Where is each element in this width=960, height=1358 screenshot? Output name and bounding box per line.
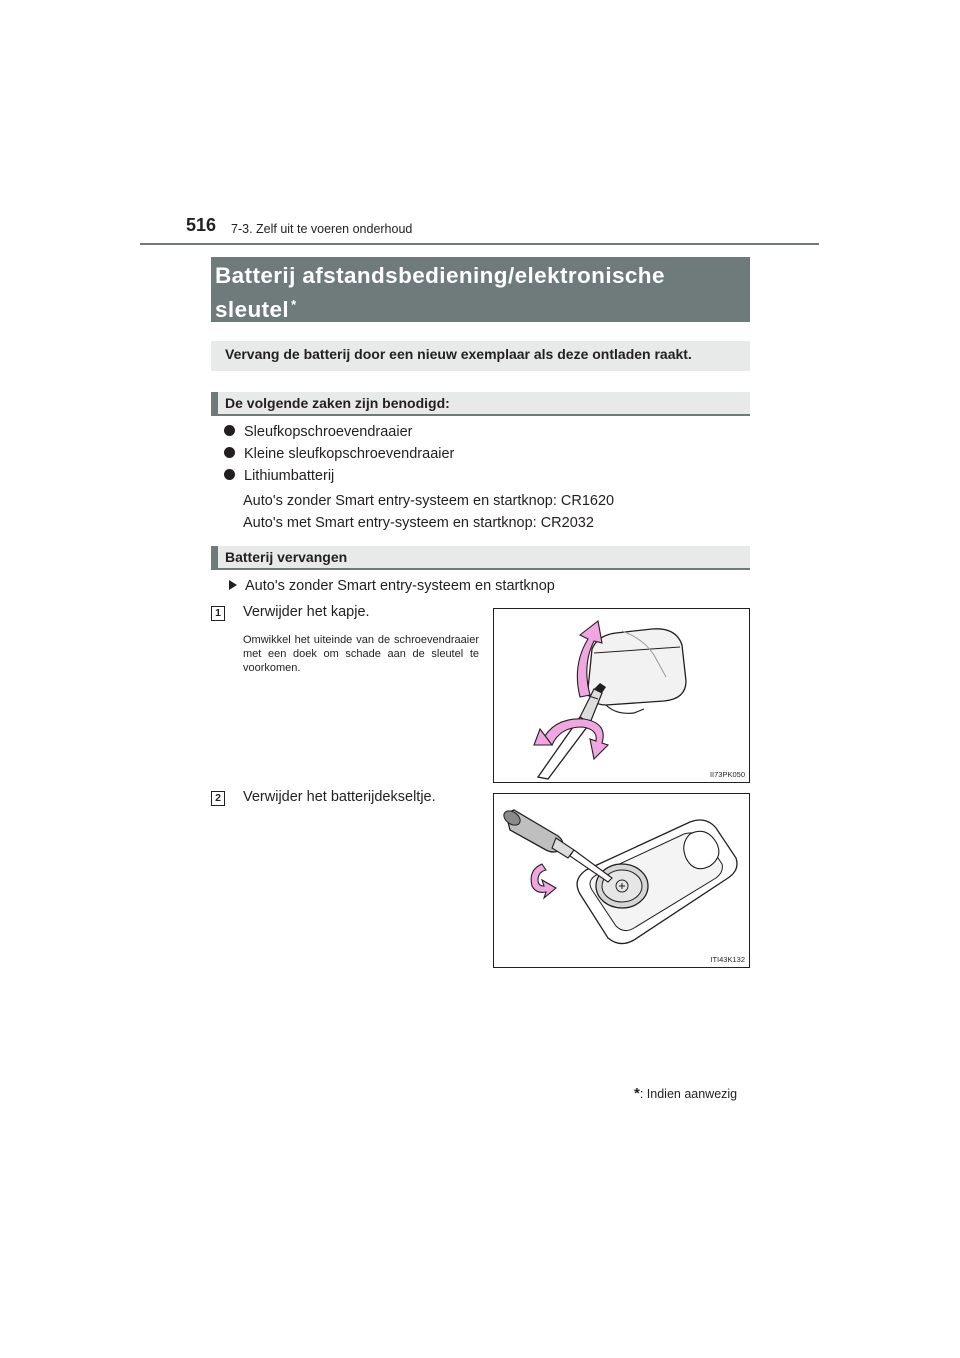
variant-text: Auto's zonder Smart entry-systeem en startknop <box>245 578 555 594</box>
figure-code: ITI43K132 <box>710 955 745 964</box>
list-item-text: Sleufkopschroevendraaier <box>244 424 413 440</box>
step-number-2: 2 <box>211 791 225 806</box>
bullet-icon <box>224 469 235 480</box>
triangle-bullet-icon <box>229 580 237 590</box>
subheading-bar <box>211 392 218 416</box>
figure-remove-battery-cover <box>493 793 750 968</box>
step-2-text: Verwijder het batterijdekseltje. <box>243 789 436 805</box>
subheading-replace-text: Batterij vervangen <box>225 549 348 565</box>
intro-box <box>211 341 750 371</box>
header-divider <box>140 243 819 245</box>
subheading-needed <box>211 392 750 416</box>
key-cap-illustration <box>494 609 749 782</box>
battery-cover-illustration <box>494 794 749 967</box>
footnote-text: : Indien aanwezig <box>639 1087 738 1101</box>
page-number: 516 <box>186 215 217 235</box>
battery-note: Auto's zonder Smart entry-systeem en startknop: CR1620 <box>243 493 615 509</box>
subheading-needed-text: De volgende zaken zijn benodigd: <box>225 395 450 411</box>
list-item-text: Kleine sleufkopschroevendraaier <box>244 446 455 462</box>
page-title <box>215 261 745 324</box>
list-item-text: Lithiumbatterij <box>244 468 335 484</box>
footnote-marker: * <box>634 1085 640 1102</box>
list-item <box>224 446 454 462</box>
subheading-replace <box>211 546 750 570</box>
bullet-icon <box>224 425 235 436</box>
step-1-note: Omwikkel het uiteinde van de schroevendraaier met een doek om schade aan de sleutel te voorkomen. <box>243 634 479 674</box>
subheading-bar <box>211 546 218 570</box>
figure-code: II73PK050 <box>709 770 745 779</box>
page-title-box <box>211 257 750 322</box>
variant-line <box>229 578 555 594</box>
battery-note: Auto's met Smart entry-systeem en startknop: CR2032 <box>243 515 594 531</box>
footnote <box>634 1085 737 1102</box>
list-item <box>224 424 412 440</box>
title-line-1: Batterij afstandsbediening/elektronische <box>215 263 665 288</box>
title-marker: * <box>291 297 297 312</box>
bullet-icon <box>224 447 235 458</box>
section-breadcrumb: 7-3. Zelf uit te voeren onderhoud <box>231 222 413 236</box>
step-1-text: Verwijder het kapje. <box>243 604 370 620</box>
figure-remove-cap <box>493 608 750 783</box>
intro-text: Vervang de batterij door een nieuw exemplaar als deze ontladen raakt. <box>225 346 692 362</box>
step-number-1: 1 <box>211 606 225 621</box>
list-item <box>224 468 334 484</box>
title-line-2: sleutel <box>215 297 290 322</box>
